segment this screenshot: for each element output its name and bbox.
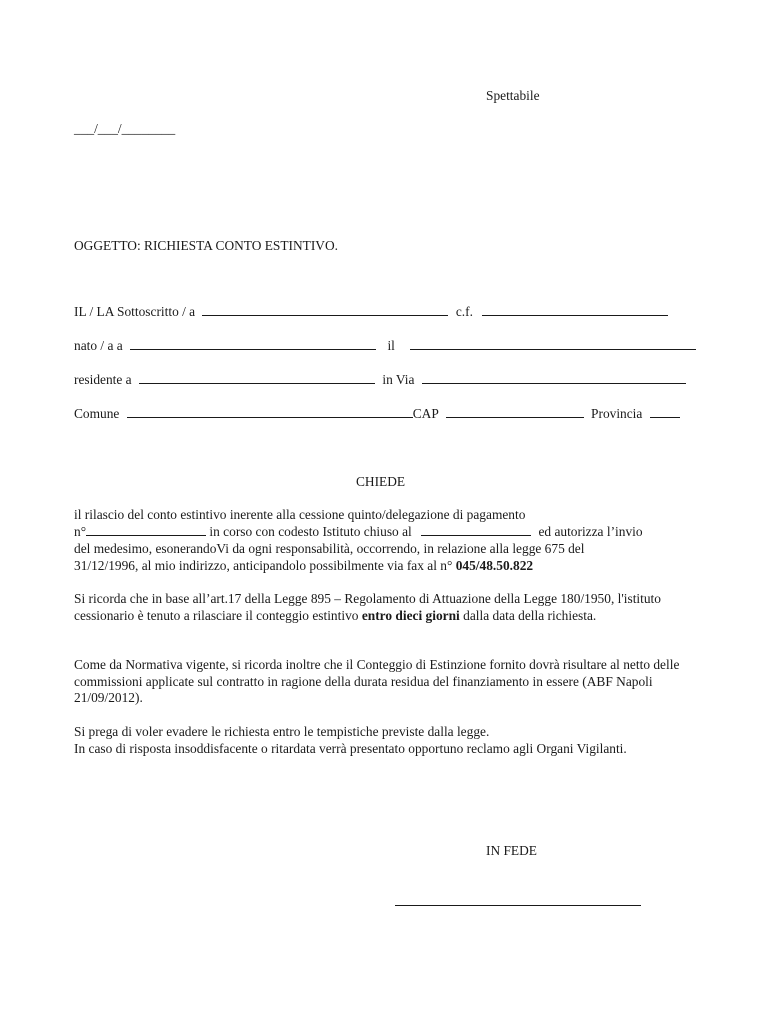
signature-line[interactable]: [395, 905, 641, 906]
closing-date-field[interactable]: [421, 524, 531, 536]
comune-field[interactable]: [127, 406, 413, 418]
p1-line1: il rilascio del conto estintivo inerente alla cessione quinto/delegazione di pagamento: [74, 507, 526, 522]
label-residente-a: residente a: [74, 372, 132, 387]
date-placeholder: ___/___/________: [74, 121, 176, 136]
p1-line4: [74, 558, 533, 574]
p1-authorize-text: ed autorizza l’invio: [538, 524, 643, 539]
form-row-name: [74, 304, 668, 320]
label-sottoscritto: IL / LA Sottoscritto / a: [74, 304, 196, 319]
p4-line1: Si prega di voler evadere le richiesta entro le tempistiche previste dalla legge.: [74, 724, 490, 739]
paragraph-regulation: Come da Normativa vigente, si ricorda inoltre che il Conteggio di Estinzione fornito dovrà risultare al netto delle commissioni applicate sul contratto in ragione della durata residua del finanziamento in essere (ABF Napoli 21/09/2012).: [74, 657, 680, 705]
street-field[interactable]: [422, 372, 686, 384]
label-in-via: in Via: [382, 372, 415, 387]
paragraph-closing-note: [74, 724, 674, 757]
p4-line2: In caso di risposta insoddisfacente o ritardata verrà presentato opportuno reclamo agli Organi Vigilanti.: [74, 740, 627, 756]
label-comune: Comune: [74, 406, 120, 421]
form-row-residence: [74, 372, 686, 388]
name-field[interactable]: [202, 304, 448, 316]
p2-text-a: Si ricorda che in base all’art.17 della Legge 895 – Regolamento di Attuazione della Legge 180/1950, l'istituto cessionario è tenuto a rilasciare il conteggio estintivo: [74, 591, 661, 623]
codice-fiscale-field[interactable]: [482, 304, 668, 316]
label-provincia: Provincia: [591, 406, 643, 421]
birthdate-field[interactable]: [410, 338, 696, 350]
request-heading: CHIEDE: [356, 474, 406, 489]
residence-city-field[interactable]: [139, 372, 375, 384]
label-il: il: [387, 338, 395, 353]
p1-fax-text: 31/12/1996, al mio indirizzo, anticipandolo possibilmente via fax al n°: [74, 558, 453, 573]
form-row-birth: [74, 338, 696, 354]
p1-line2: [74, 524, 643, 540]
contract-number-field[interactable]: [86, 524, 206, 536]
paragraph-legal-reference: [74, 591, 674, 624]
recipient-salutation: Spettabile: [486, 88, 540, 103]
p1-closed-text: in corso con codesto Istituto chiuso al: [209, 524, 412, 539]
provincia-field[interactable]: [650, 406, 680, 418]
label-n: n°: [74, 524, 87, 539]
subject-line: OGGETTO: RICHIESTA CONTO ESTINTIVO.: [74, 238, 338, 253]
fax-number: 045/48.50.822: [455, 558, 534, 573]
p2-text-b: dalla data della richiesta.: [463, 607, 597, 623]
cap-field[interactable]: [446, 406, 584, 418]
label-cap: CAP: [412, 406, 439, 421]
form-row-comune: [74, 406, 680, 422]
label-nato-a: nato / a a: [74, 338, 123, 353]
birthplace-field[interactable]: [130, 338, 376, 350]
p2-bold-deadline: entro dieci giorni: [361, 607, 460, 623]
p1-line3: del medesimo, esonerandoVi da ogni responsabilità, occorrendo, in relazione alla legge 675 del: [74, 541, 585, 556]
closing-in-fede: IN FEDE: [486, 843, 537, 858]
label-cf: c.f.: [455, 304, 473, 319]
